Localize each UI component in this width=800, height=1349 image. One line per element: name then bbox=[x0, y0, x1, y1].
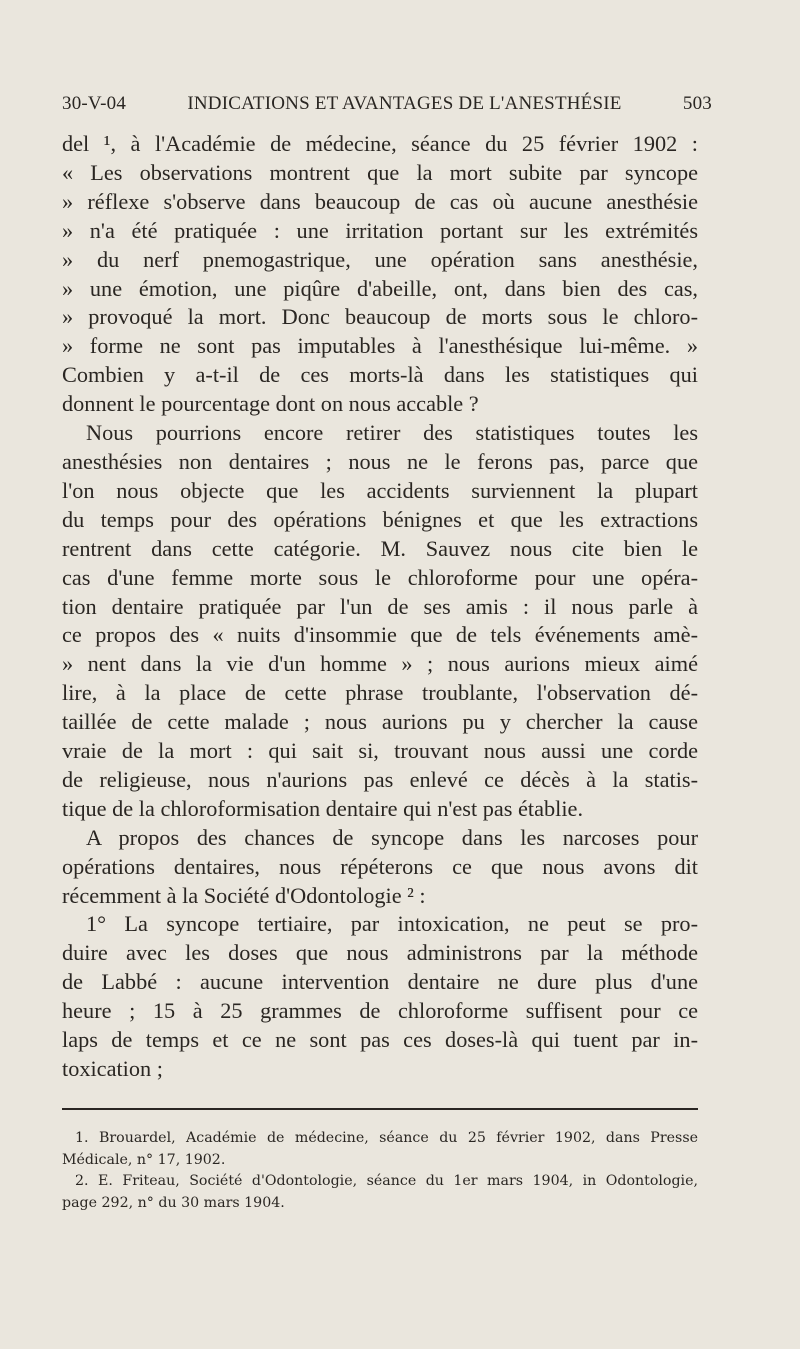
main-text bbox=[62, 130, 698, 1084]
text-line: A propos des chances de syncope dans les narcoses pour bbox=[86, 824, 698, 850]
text-line: rentrent dans cette catégorie. M. Sauvez nous cite bien le bbox=[62, 535, 698, 561]
text-line: ce propos des « nuits d'insommie que de tels événements amè- bbox=[62, 622, 698, 648]
text-line: opérations dentaires, nous répéterons ce que nous avons dit bbox=[62, 853, 698, 879]
text-line: de Labbé : aucune intervention dentaire ne dure plus d'une bbox=[62, 969, 698, 995]
text-line: » forme ne sont pas imputables à l'anesthésique lui-même. » bbox=[62, 333, 698, 359]
text-line: 1° La syncope tertiaire, par intoxication, ne peut se pro- bbox=[86, 911, 698, 937]
running-header bbox=[62, 93, 712, 115]
text-line: duire avec les doses que nous administrons par la méthode bbox=[62, 940, 698, 966]
text-line: cas d'une femme morte sous le chloroforme pour une opéra- bbox=[62, 564, 698, 590]
footnote-line: 2. E. Friteau, Société d'Odontologie, séance du 1er mars 1904, in Odontologie, bbox=[75, 1173, 698, 1189]
text-line: anesthésies non dentaires ; nous ne le ferons pas, parce que bbox=[62, 448, 698, 474]
text-line: del ¹, à l'Académie de médecine, séance du 25 février 1902 : bbox=[62, 131, 698, 156]
text-line: » n'a été pratiquée : une irritation portant sur les extrémités bbox=[62, 217, 698, 243]
text-line: » une émotion, une piqûre d'abeille, ont, dans bien des cas, bbox=[62, 275, 698, 301]
text-line: l'on nous objecte que les accidents surviennent la plupart bbox=[62, 477, 698, 503]
footnote-line: page 292, n° du 30 mars 1904. bbox=[62, 1194, 285, 1211]
text-line: Combien y a-t-il de ces morts-là dans les statistiques qui bbox=[62, 362, 698, 388]
text-line: toxication ; bbox=[62, 1056, 163, 1081]
text-line: « Les observations montrent que la mort subite par syncope bbox=[62, 159, 698, 185]
text-line: de religieuse, nous n'aurions pas enlevé ce décès à la statis- bbox=[62, 766, 698, 792]
text-line: lire, à la place de cette phrase troublante, l'observation dé- bbox=[62, 680, 698, 706]
header-title: INDICATIONS ET AVANTAGES DE L'ANESTHÉSIE bbox=[187, 93, 622, 114]
text-line: tion dentaire pratiquée par l'un de ses amis : il nous parle à bbox=[62, 593, 698, 619]
footnote-rule bbox=[62, 1108, 698, 1110]
text-line: tique de la chloroformisation dentaire qui n'est pas établie. bbox=[62, 795, 584, 821]
page-number: 503 bbox=[682, 93, 712, 114]
text-line: laps de temps et ce ne sont pas ces doses-là qui tuent par in- bbox=[62, 1027, 698, 1053]
text-line: heure ; 15 à 25 grammes de chloroforme suffisent pour ce bbox=[62, 998, 698, 1024]
footnote-line: Médicale, n° 17, 1902. bbox=[62, 1151, 226, 1168]
text-line: récemment à la Société d'Odontologie ² : bbox=[62, 882, 426, 908]
text-line: taillée de cette malade ; nous aurions pu y chercher la cause bbox=[62, 709, 698, 735]
text-line: » du nerf pnemogastrique, une opération sans anesthésie, bbox=[62, 246, 698, 272]
text-line: donnent le pourcentage dont on nous accable ? bbox=[62, 391, 479, 417]
text-line: » nent dans la vie d'un homme » ; nous aurions mieux aimé bbox=[62, 651, 698, 677]
text-line: du temps pour des opérations bénignes et que les extractions bbox=[62, 506, 698, 532]
text-line: » provoqué la mort. Donc beaucoup de morts sous le chloro- bbox=[62, 304, 698, 330]
footnote-line: 1. Brouardel, Académie de médecine, séance du 25 février 1902, dans Presse bbox=[75, 1130, 698, 1146]
text-line: vraie de la mort : qui sait si, trouvant nous aussi une corde bbox=[62, 738, 698, 764]
text-line: Nous pourrions encore retirer des statistiques toutes les bbox=[86, 420, 698, 446]
text-line: » réflexe s'observe dans beaucoup de cas où aucune anesthésie bbox=[62, 188, 698, 214]
footnotes bbox=[62, 1128, 698, 1214]
header-date: 30-V-04 bbox=[62, 93, 127, 114]
